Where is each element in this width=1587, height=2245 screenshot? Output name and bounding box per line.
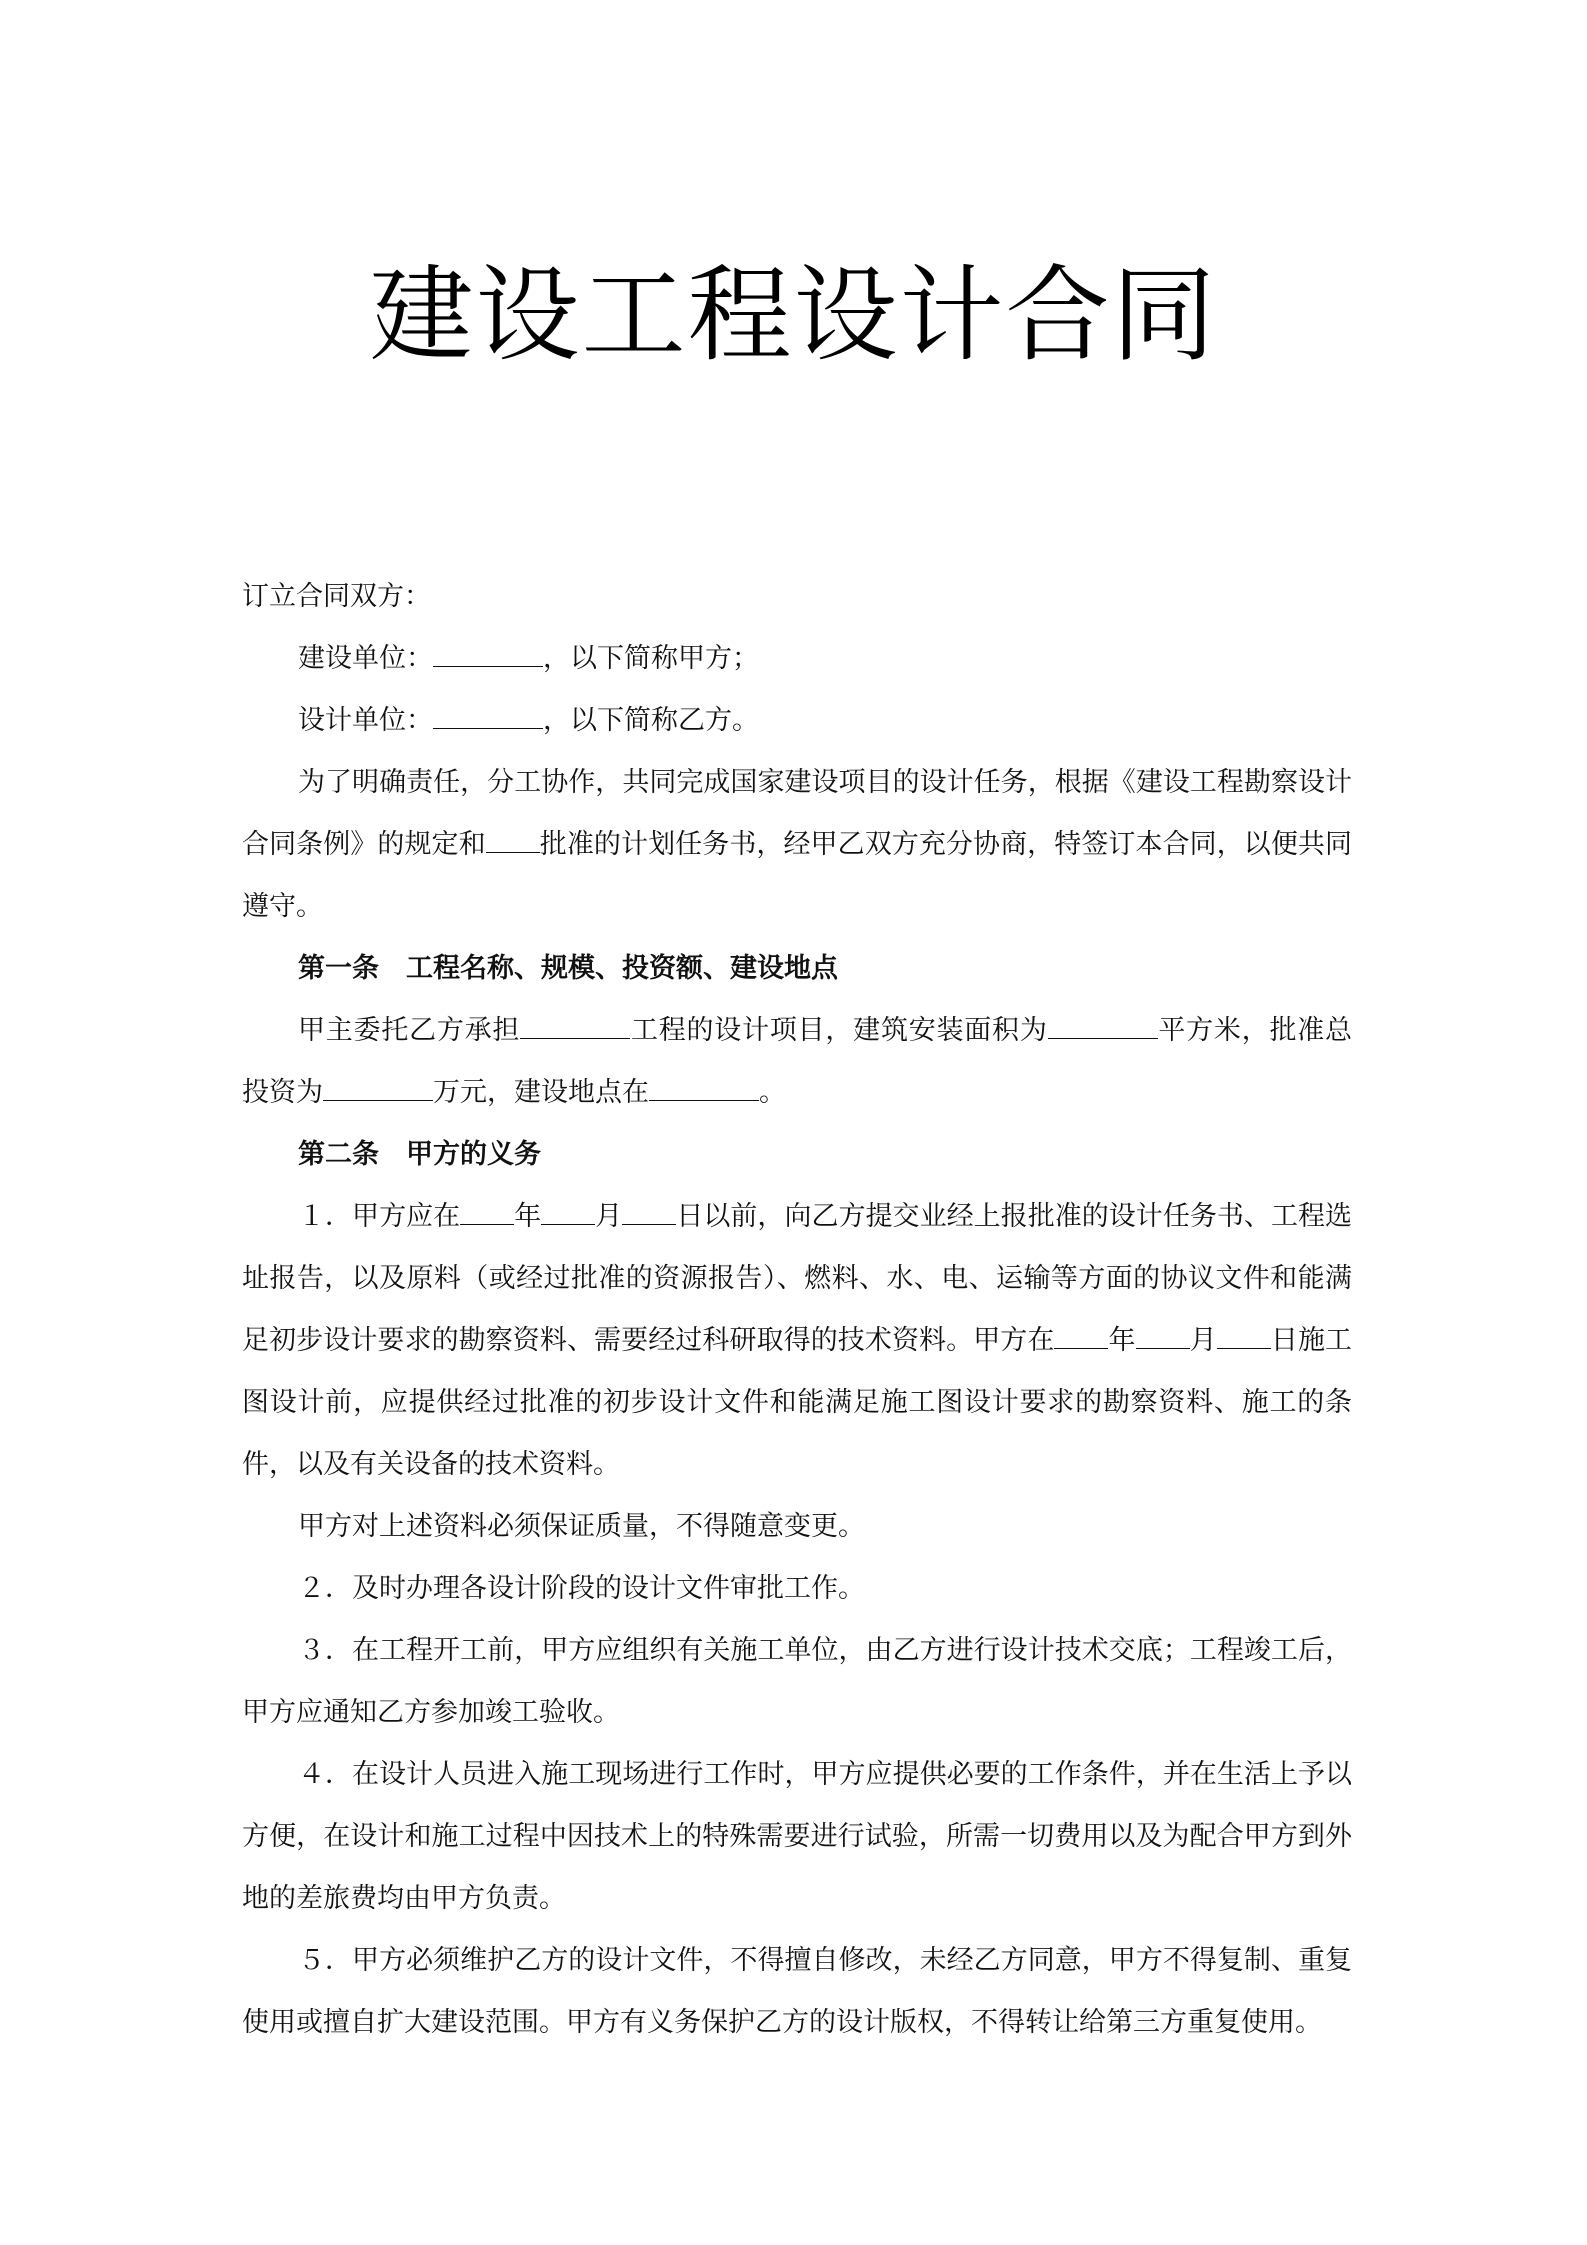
document-body	[242, 566, 1352, 2054]
article-2-item-4: ４．在设计人员进入施工现场进行工作时，甲方应提供必要的工作条件，并在生活上予以方便，在设计和施工过程中因技术上的特殊需要进行试验，所需一切费用以及为配合甲方到外地的差旅费均由甲方负责。	[242, 1759, 1352, 1914]
investment-blank	[323, 1078, 433, 1101]
item-1-text-e: 年	[1108, 1325, 1136, 1356]
article-1-text-4: 万元，建设地点在	[433, 1077, 649, 1108]
party-a-line	[242, 628, 1352, 690]
article-2-item-3: ３．在工程开工前，甲方应组织有关施工单位，由乙方进行设计技术交底；工程竣工后，甲方应通知乙方参加竣工验收。	[242, 1635, 1352, 1728]
party-b-prefix: 设计单位：	[298, 705, 433, 736]
project-name-blank	[520, 1016, 630, 1039]
item-1-text-d: 日以前，向乙方提交业经上报批准的设计任务书、工程选址报告，以及原料（或经过批准的资源报告）、燃料、水、电、运输等方面的协议文件和能满足初步设计要求的勘察资料、需要经过科研取得的技术资料。甲方在	[242, 1201, 1353, 1356]
preamble-text-2: 批准的计划任务书，经甲乙双方充分协商，特签订本合同，以便共同遵守。	[242, 829, 1353, 922]
item-1-text-f: 月	[1189, 1325, 1217, 1356]
article-1-text-1: 甲主委托乙方承担	[298, 1015, 521, 1046]
item-1-text-c: 月	[595, 1201, 623, 1232]
article-2-item-2: ２．及时办理各设计阶段的设计文件审批工作。	[298, 1573, 865, 1604]
party-b-line	[242, 690, 1352, 752]
article-1-text-3: 平方米，批准总投资为	[242, 1015, 1353, 1108]
article-2-item-1	[242, 1186, 1352, 1496]
preamble-text-1: 为了明确责任，分工协作，共同完成国家建设项目的设计任务，根据《建设工程勘察设计合同条例》的规定和	[242, 767, 1352, 860]
day-blank-2	[1217, 1326, 1271, 1349]
document-title: 建设工程设计合同	[369, 254, 1218, 376]
item-1-text-a: １．甲方应在	[298, 1201, 461, 1232]
month-blank-1	[541, 1202, 595, 1225]
year-blank-2	[1054, 1326, 1108, 1349]
item-1-text-g: 日施工图设计前，应提供经过批准的初步设计文件和能满足施工图设计要求的勘察资料、施工的条件，以及有关设备的技术资料。	[242, 1325, 1353, 1480]
article-1-text-2: 工程的设计项目，建筑安装面积为	[630, 1015, 1048, 1046]
party-a-prefix: 建设单位：	[298, 643, 433, 674]
article-2-item-1-note: 甲方对上述资料必须保证质量，不得随意变更。	[298, 1511, 865, 1542]
day-blank-1	[622, 1202, 676, 1225]
area-blank	[1048, 1016, 1158, 1039]
year-blank-1	[460, 1202, 514, 1225]
item-1-text-b: 年	[514, 1201, 542, 1232]
article-1-heading: 第一条 工程名称、规模、投资额、建设地点	[298, 953, 838, 984]
location-blank	[649, 1078, 759, 1101]
preamble-paragraph	[242, 752, 1352, 938]
article-1-paragraph	[242, 1000, 1352, 1124]
party-a-blank	[433, 644, 543, 667]
article-2-heading: 第二条 甲方的义务	[298, 1139, 541, 1170]
party-b-suffix: ，以下简称乙方。	[543, 705, 759, 736]
article-2-item-5: ５．甲方必须维护乙方的设计文件，不得擅自修改，未经乙方同意，甲方不得复制、重复使用或擅自扩大建设范围。甲方有义务保护乙方的设计版权，不得转让给第三方重复使用。	[242, 1945, 1352, 2038]
parties-intro: 订立合同双方：	[242, 581, 431, 612]
party-a-suffix: ，以下简称甲方；	[543, 643, 759, 674]
approval-authority-blank	[486, 830, 540, 853]
month-blank-2	[1136, 1326, 1190, 1349]
article-1-text-5: 。	[759, 1077, 786, 1108]
party-b-blank	[433, 706, 543, 729]
